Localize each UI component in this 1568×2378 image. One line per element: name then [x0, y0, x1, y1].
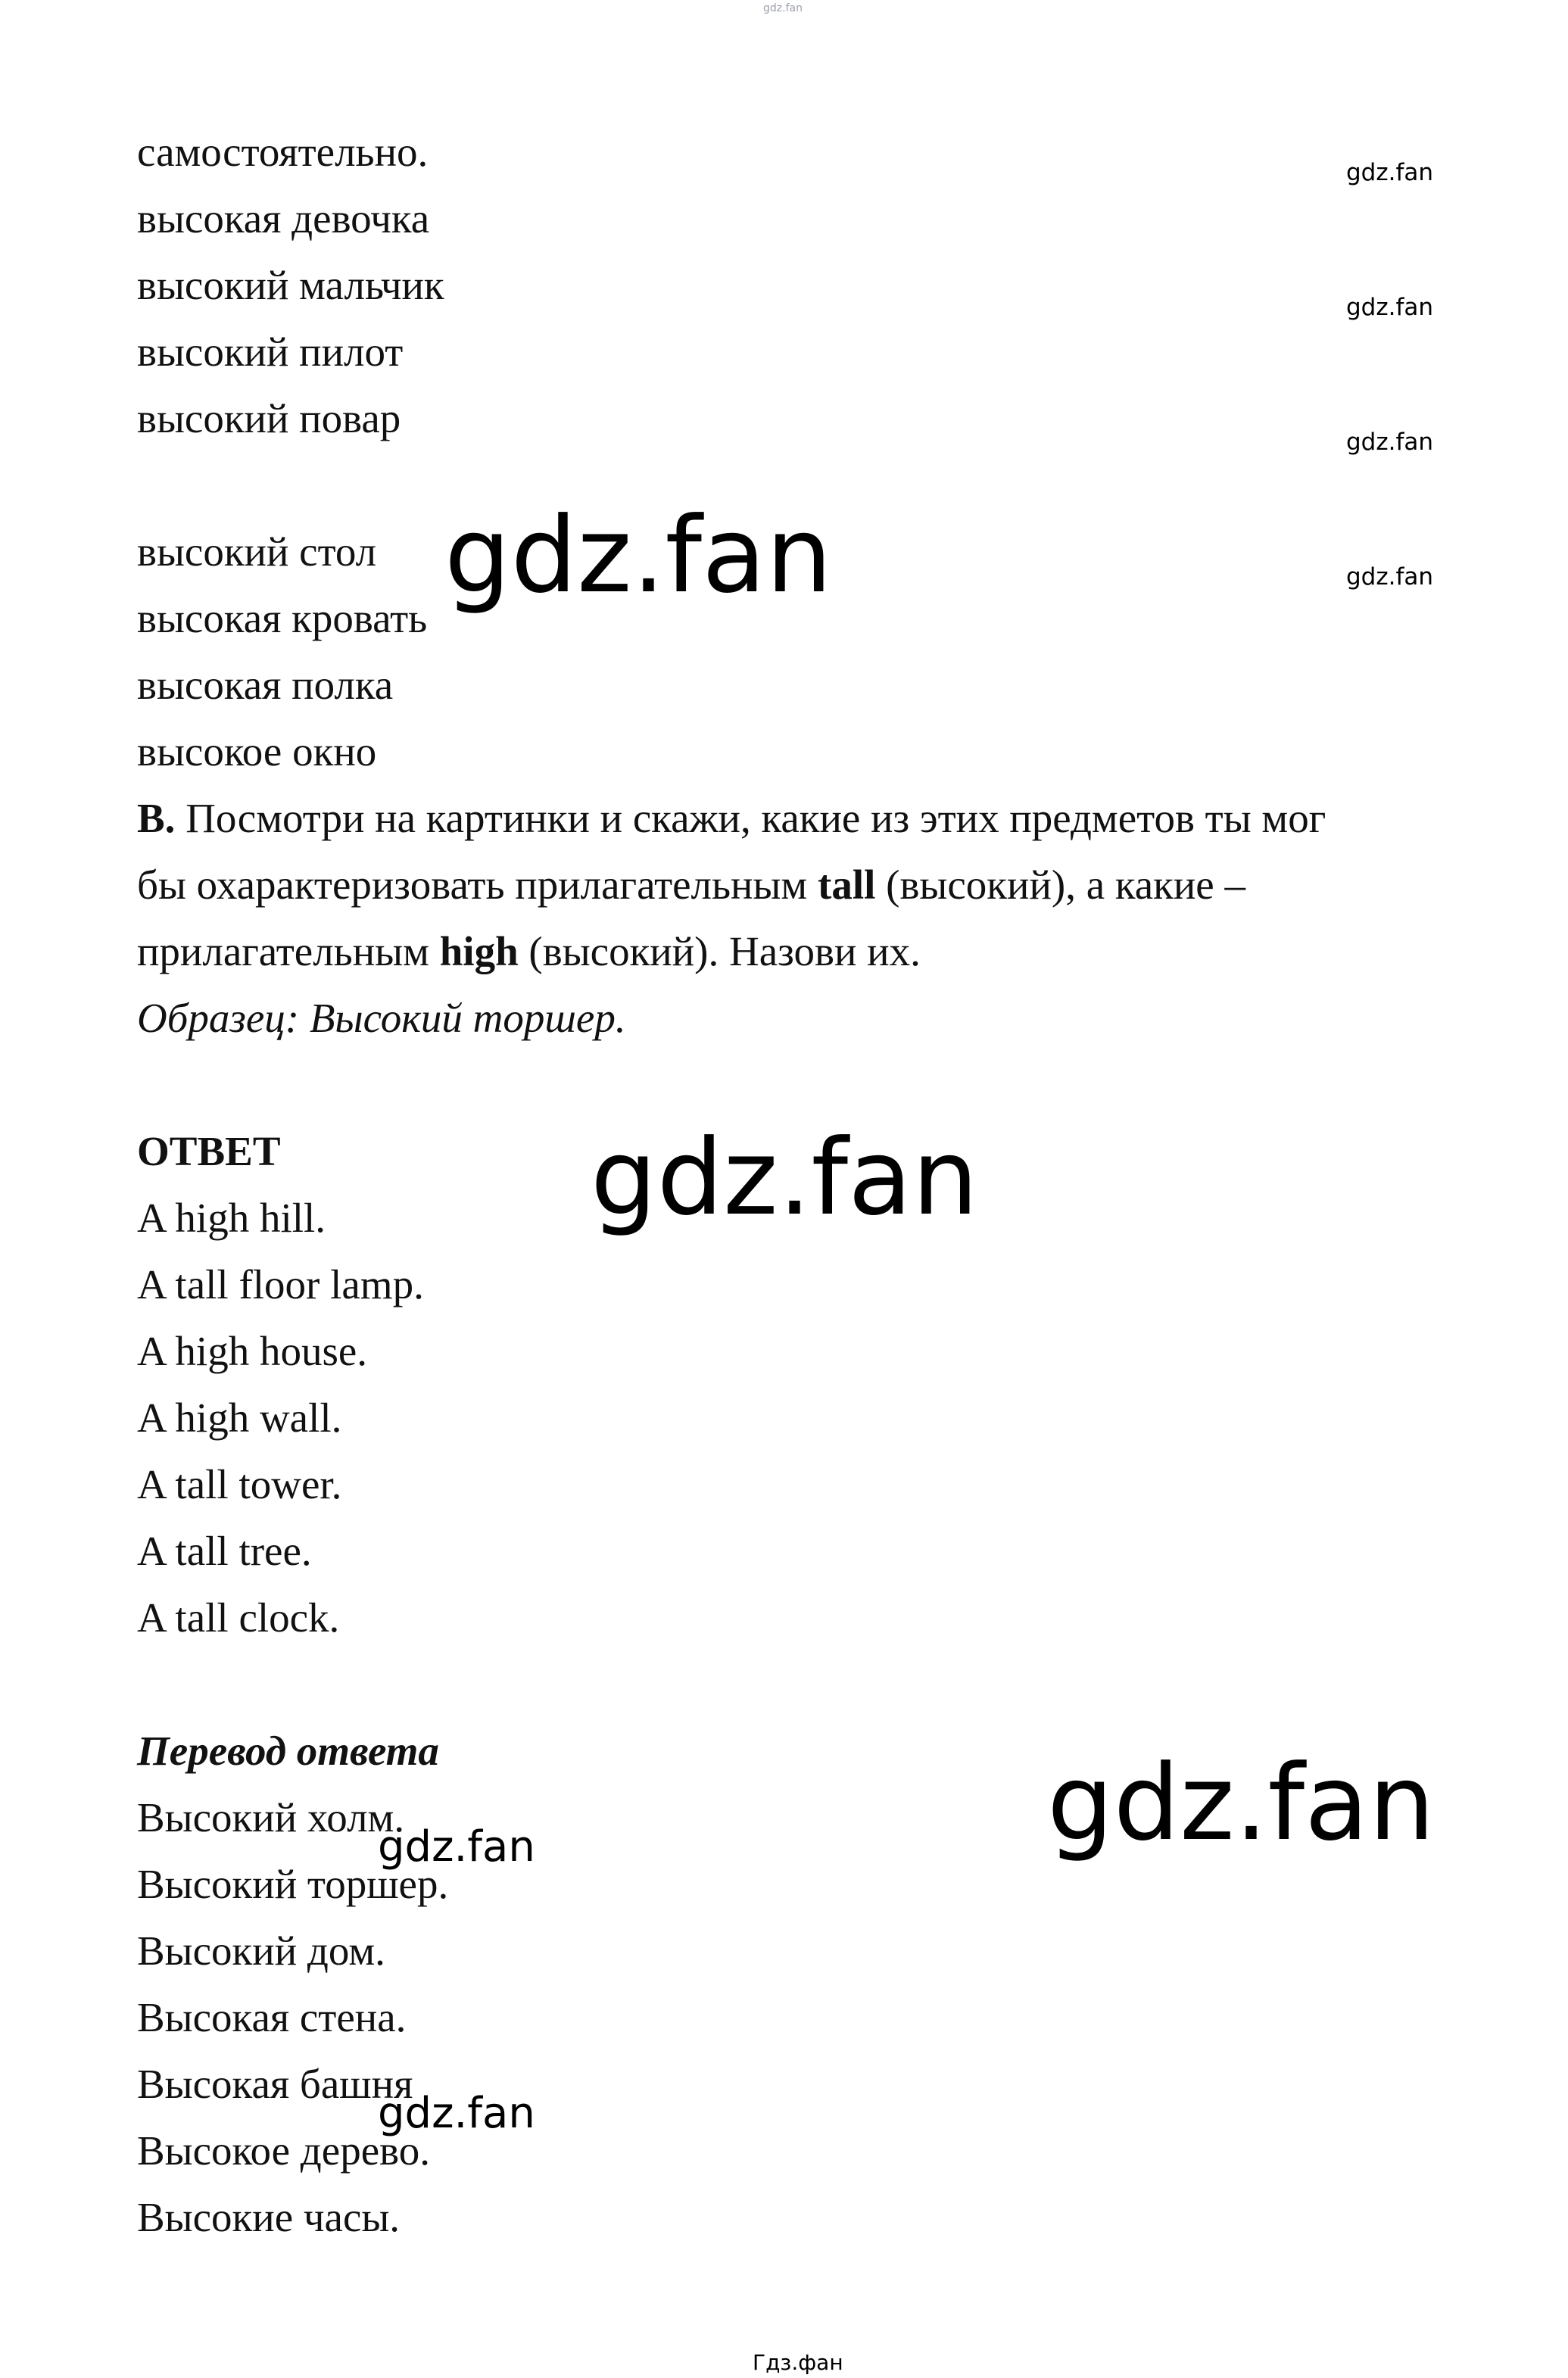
translation-line: Высокое дерево.	[137, 2127, 430, 2174]
part-a-line: высокое окно	[137, 728, 377, 774]
word-tall: tall	[818, 862, 876, 908]
part-a-line: высокий мальчик	[137, 262, 444, 308]
watermark-large: gdz.fan	[444, 494, 833, 616]
answer-line: A high house.	[137, 1328, 368, 1374]
watermark-side: gdz.fan	[1346, 429, 1434, 456]
translation-line: Высокий холм.	[137, 1794, 405, 1840]
watermark-large: gdz.fan	[1047, 1742, 1436, 1864]
task-b-line-1	[137, 797, 1326, 839]
part-a-line: высокий повар	[137, 395, 401, 441]
translation-line: Высокий дом.	[137, 1928, 385, 1974]
watermark-side: gdz.fan	[1346, 159, 1434, 186]
answer-line: A tall tree.	[137, 1528, 312, 1574]
translation-line: Высокий торшер.	[137, 1861, 449, 1907]
task-b-text: Посмотри на картинки и скажи, какие из этих предметов ты мог	[185, 795, 1326, 841]
answer-line: A tall tower.	[137, 1461, 342, 1507]
watermark-side: gdz.fan	[1346, 294, 1434, 321]
translation-line: Высокие часы.	[137, 2194, 401, 2240]
watermark-side: gdz.fan	[1346, 563, 1434, 591]
part-a-line: высокий пилот	[137, 329, 404, 375]
part-a-line: высокая кровать	[137, 595, 428, 641]
word-high: high	[439, 928, 519, 974]
task-b-line-3	[137, 930, 921, 972]
answer-heading: ОТВЕТ	[137, 1128, 281, 1174]
translation-line: Высокая стена.	[137, 1994, 407, 2040]
part-a-line: самостоятельно.	[137, 129, 429, 175]
answer-line: A tall clock.	[137, 1594, 340, 1641]
part-a-line: высокий стол	[137, 528, 377, 575]
watermark-medium: gdz.fan	[378, 1822, 535, 1872]
answer-line: A high wall.	[137, 1395, 342, 1441]
task-b-text: (высокий). Назови их.	[528, 928, 921, 974]
translation-line: Высокая башня	[137, 2061, 413, 2107]
part-a-line: высокая девочка	[137, 195, 430, 242]
task-b-text: прилагательным	[137, 928, 429, 974]
answer-line: A high hill.	[137, 1195, 326, 1241]
watermark-medium: gdz.fan	[378, 2089, 535, 2138]
part-a-line: высокая полка	[137, 662, 394, 708]
answer-line: A tall floor lamp.	[137, 1261, 424, 1307]
watermark-top: gdz.fan	[763, 2, 803, 14]
task-b-label: B.	[137, 795, 176, 841]
watermark-large: gdz.fan	[591, 1117, 979, 1239]
task-b-text: (высокий), а какие –	[886, 862, 1245, 908]
translation-heading: Перевод ответа	[137, 1728, 439, 1774]
task-b-line-2	[137, 862, 1245, 908]
task-b-sample: Образец: Высокий торшер.	[137, 995, 626, 1041]
task-b-text: бы охарактеризовать прилагательным	[137, 862, 808, 908]
footer-watermark: Гдз.фан	[753, 2350, 843, 2375]
